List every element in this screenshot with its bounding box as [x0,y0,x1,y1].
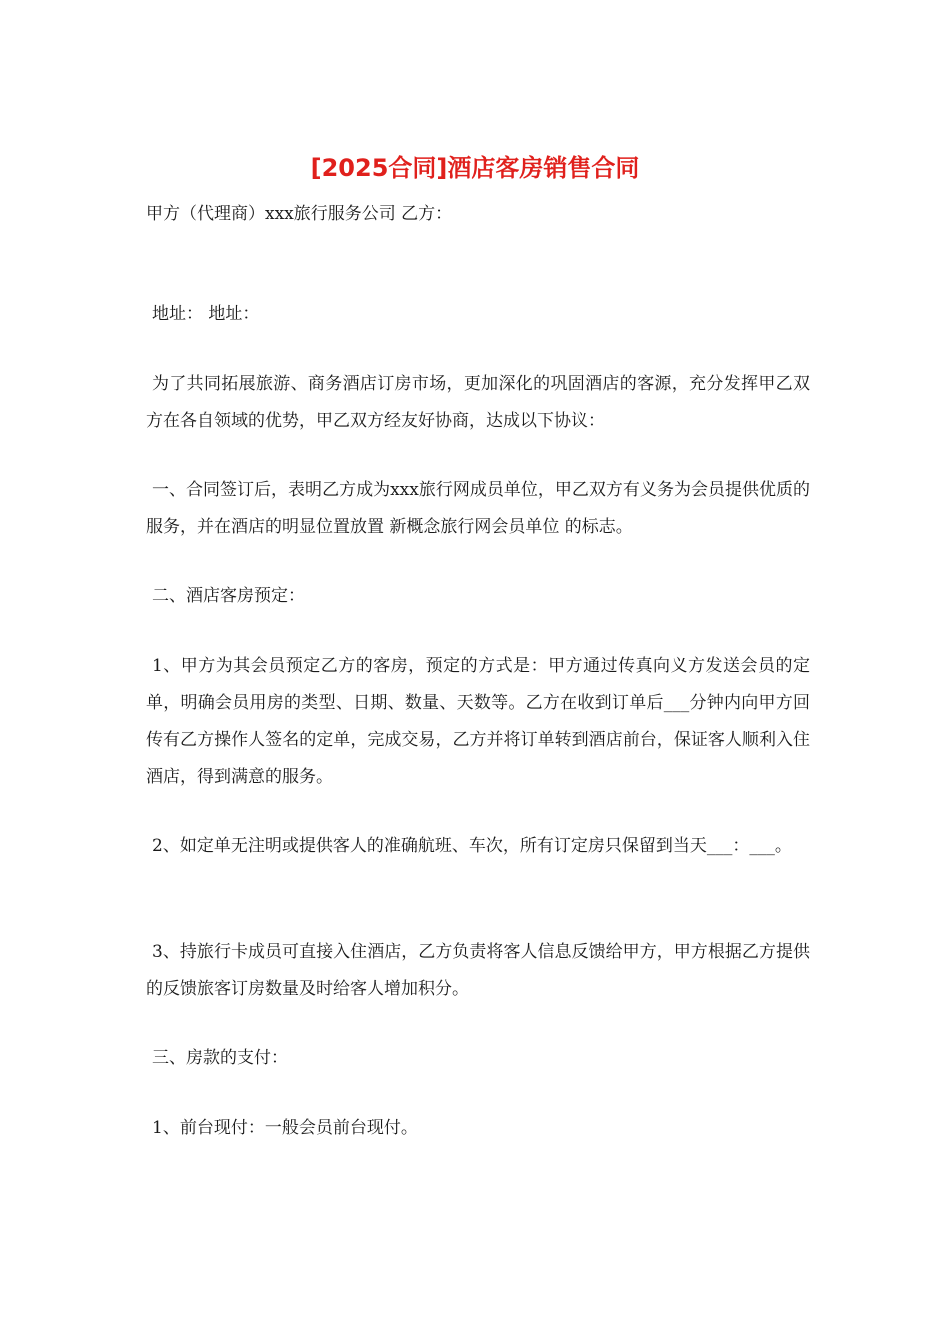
clause-3-1-paragraph: 1、前台现付：一般会员前台现付。 [152,1118,418,1138]
clause-1-paragraph: 一、合同签订后，表明乙方成为xxx旅行网成员单位，甲乙双方有义务为会员提供优质的服务，并在酒店的明显位置放置 新概念旅行网会员单位 的标志。 [146,480,810,537]
section-3-heading: 三、房款的支付： [152,1048,288,1068]
section-2-heading: 二、酒店客房预定： [152,586,305,606]
preamble-paragraph: 为了共同拓展旅游、商务酒店订房市场，更加深化的巩固酒店的客源，充分发挥甲乙双方在各自领域的优势，甲乙双方经友好协商，达成以下协议： [146,374,810,431]
address-line: 地址： 地址： [152,304,260,324]
clause-2-3-paragraph: 3、持旅行卡成员可直接入住酒店，乙方负责将客人信息反馈给甲方，甲方根据乙方提供的反馈旅客订房数量及时给客人增加积分。 [146,942,810,999]
clause-2-1-paragraph: 1、甲方为其会员预定乙方的客房，预定的方式是：甲方通过传真向义方发送会员的定单，明确会员用房的类型、日期、数量、天数等。乙方在收到订单后___分钟内向甲方回传有乙方操作人签名的定单，完成交易，乙方并将订单转到酒店前台，保证客人顺利入住酒店，得到满意的服务。 [146,656,810,787]
parties-line: 甲方（代理商）xxx旅行服务公司 乙方： [146,204,453,224]
clause-2-2-paragraph: 2、如定单无注明或提供客人的准确航班、车次，所有订定房只保留到当天___：___。 [152,836,792,856]
document-title: [2025合同]酒店客房销售合同 [310,154,640,182]
